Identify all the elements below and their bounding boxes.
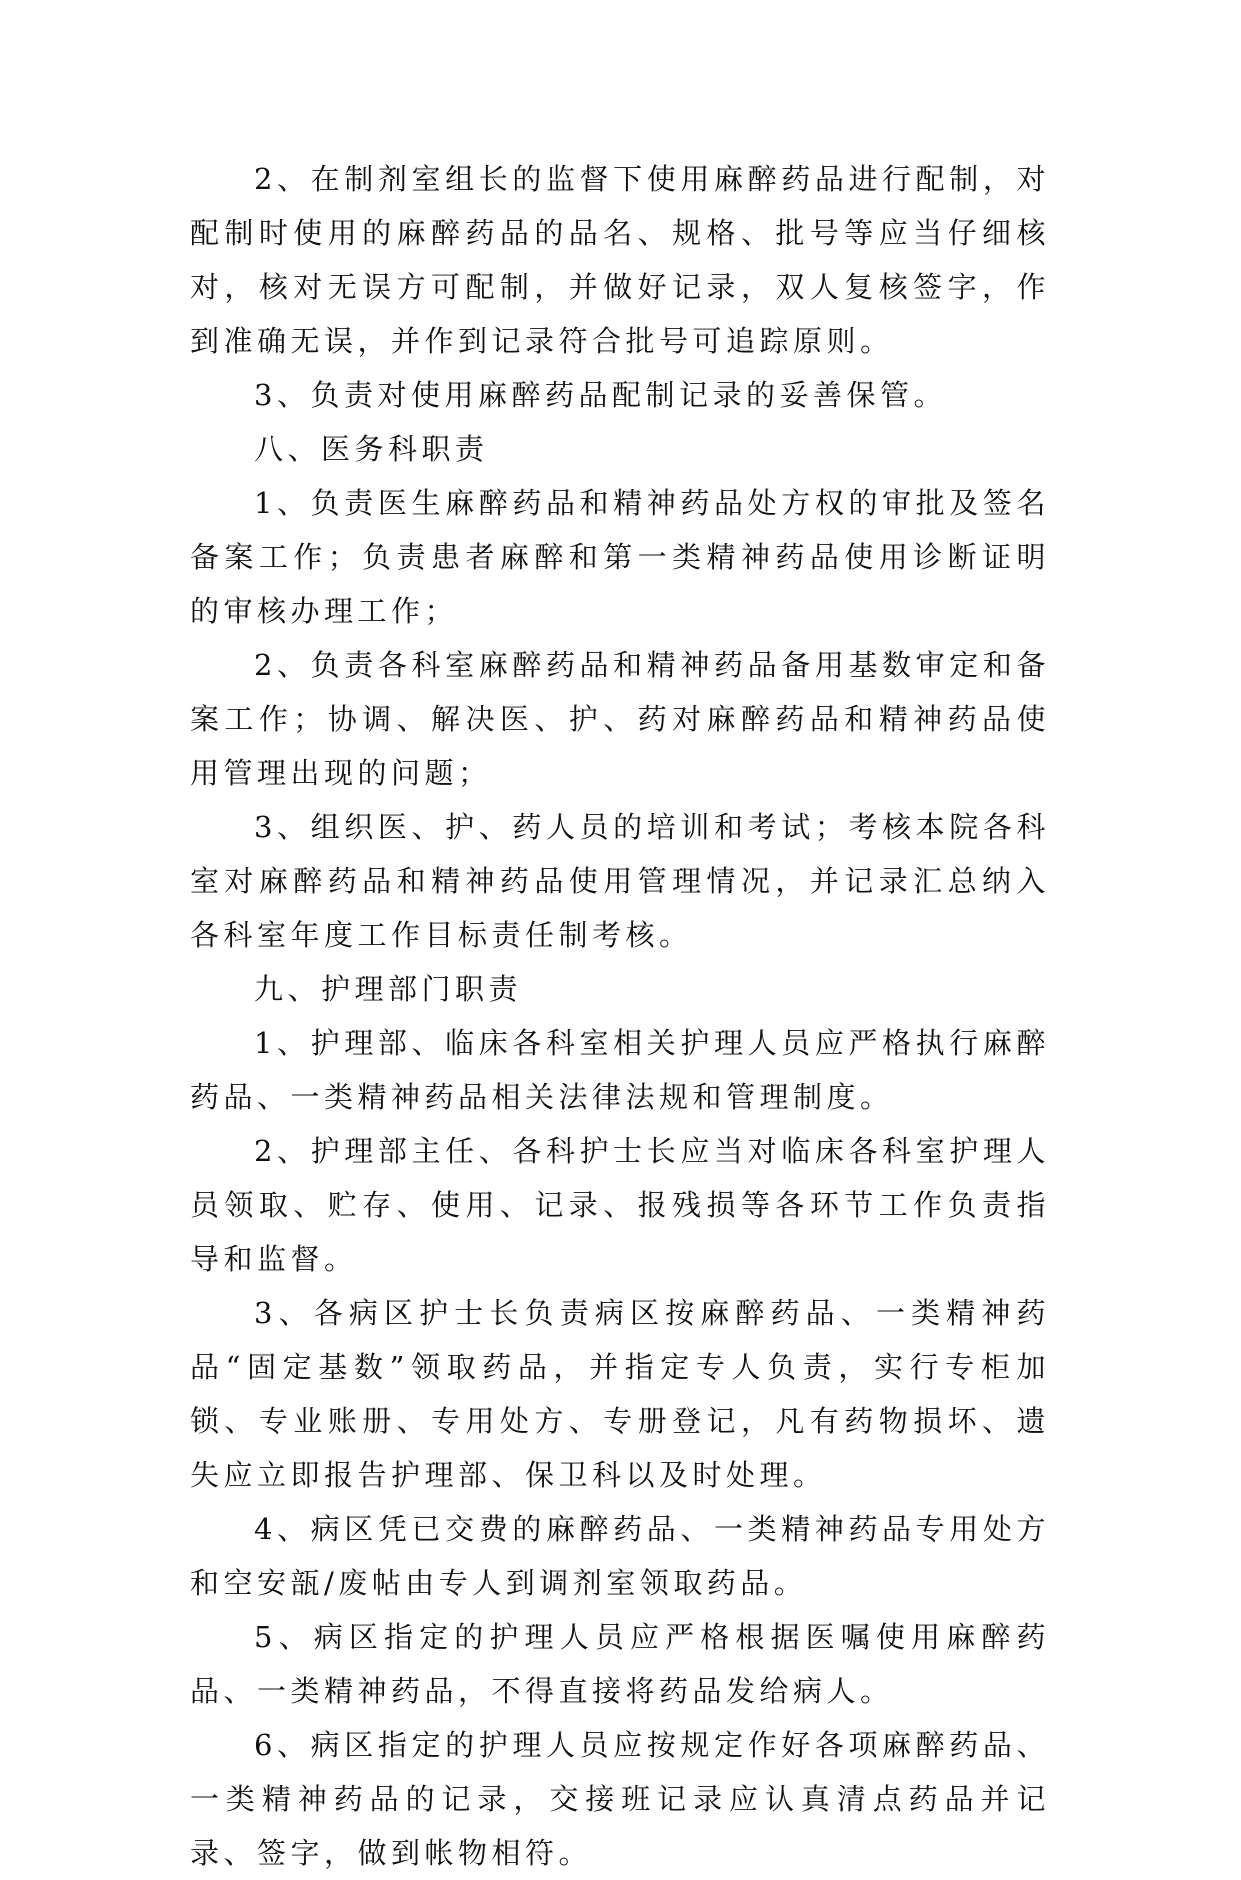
section-heading-medical-affairs: 八、医务科职责 [254, 432, 489, 466]
paragraph-nursing-compliance: 1、护理部、临床各科室相关护理人员应严格执行麻醉药品、一类精神药品相关法律法规和管理制度。 [190, 1026, 1050, 1114]
paragraph-nursing-supervision: 2、护理部主任、各科护士长应当对临床各科室护理人员领取、贮存、使用、记录、报残损等各环节工作负责指导和监督。 [190, 1134, 1050, 1276]
document-body [190, 152, 1050, 1880]
paragraph-ward-records: 6、病区指定的护理人员应按规定作好各项麻醉药品、一类精神药品的记录，交接班记录应认真清点药品并记录、签字，做到帐物相符。 [190, 1728, 1050, 1870]
paragraph-ward-fixed-base: 3、各病区护士长负责病区按麻醉药品、一类精神药品“固定基数”领取药品，并指定专人负责，实行专柜加锁、专业账册、专用处方、专册登记，凡有药物损坏、遗失应立即报告护理部、保卫科以及时处理。 [190, 1296, 1050, 1492]
paragraph-ward-usage: 5、病区指定的护理人员应严格根据医嘱使用麻醉药品、一类精神药品，不得直接将药品发给病人。 [190, 1620, 1050, 1708]
paragraph-training-assessment: 3、组织医、护、药人员的培训和考试；考核本院各科室对麻醉药品和精神药品使用管理情况，并记录汇总纳入各科室年度工作目标责任制考核。 [190, 810, 1050, 952]
paragraph-preparation-supervision: 2、在制剂室组长的监督下使用麻醉药品进行配制，对配制时使用的麻醉药品的品名、规格、批号等应当仔细核对，核对无误方可配制，并做好记录，双人复核签字，作到准确无误，并作到记录符合批号可追踪原则。 [190, 162, 1050, 358]
paragraph-base-quantity: 2、负责各科室麻醉药品和精神药品备用基数审定和备案工作；协调、解决医、护、药对麻醉药品和精神药品使用管理出现的问题； [190, 648, 1050, 790]
paragraph-ward-collection: 4、病区凭已交费的麻醉药品、一类精神药品专用处方和空安瓿/废帖由专人到调剂室领取药品。 [190, 1512, 1050, 1600]
paragraph-prescription-approval: 1、负责医生麻醉药品和精神药品处方权的审批及签名备案工作；负责患者麻醉和第一类精神药品使用诊断证明的审核办理工作； [190, 486, 1050, 628]
paragraph-preparation-records: 3、负责对使用麻醉药品配制记录的妥善保管。 [254, 378, 947, 412]
section-heading-nursing: 九、护理部门职责 [254, 972, 523, 1006]
